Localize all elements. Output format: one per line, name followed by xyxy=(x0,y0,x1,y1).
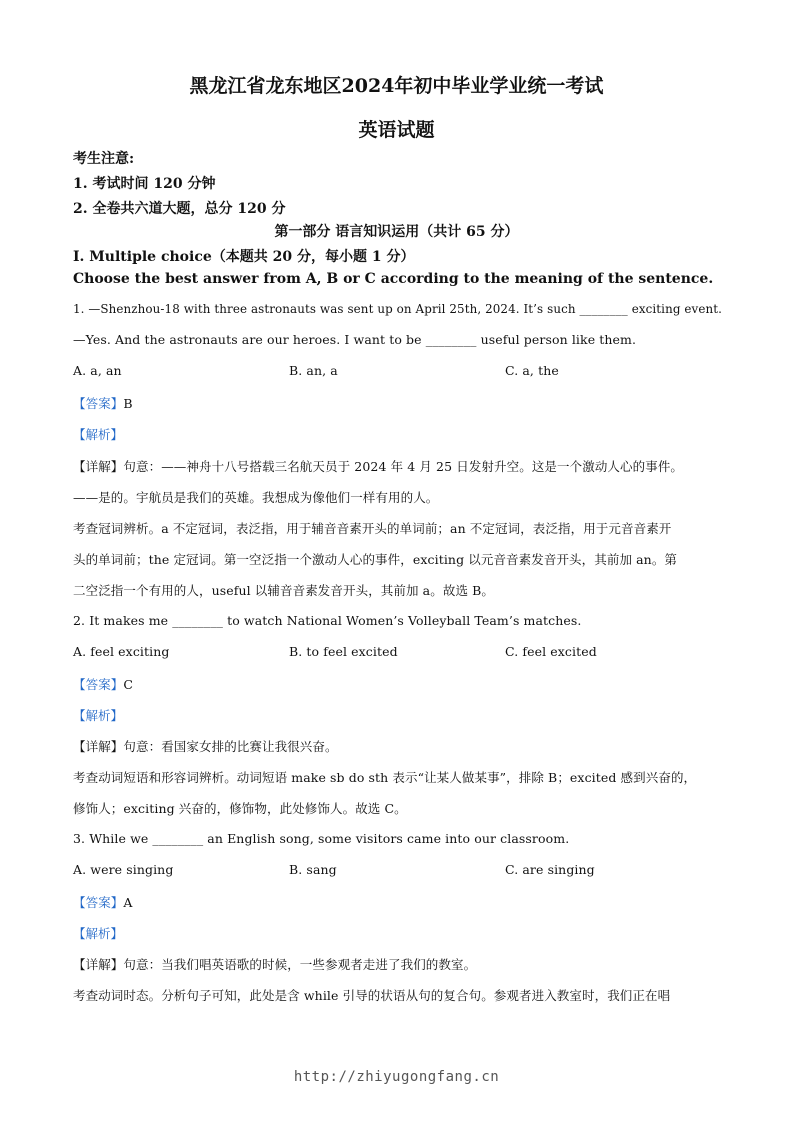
analysis-tag: 【解析】 xyxy=(73,708,124,723)
explanation-text: 考查冠词辨析。a 不定冠词，表泛指，用于辅音音素开头的单词前；an 不定冠词，表泛指，用于元音音素开 xyxy=(73,521,672,536)
question-text: 1. —Shenzhou-18 with three astronauts was sent up on April 25th, 2024. It’s such ________ exciting event. xyxy=(73,301,723,316)
detail-text: 句意：看国家女排的比赛让我很兴奋。 xyxy=(123,739,338,754)
detail-text: ——是的。宇航员是我们的英雄。我想成为像他们一样有用的人。 xyxy=(73,490,439,505)
notice-heading: 考生注意: xyxy=(73,151,135,167)
detail-line xyxy=(73,737,338,755)
question-text: 3. While we ________ an English song, some visitors came into our classroom. xyxy=(73,831,570,846)
page-title: 黑龙江省龙东地区2024年初中毕业学业统一考试 xyxy=(189,75,604,97)
answer-line xyxy=(73,893,133,911)
analysis-tag: 【解析】 xyxy=(73,926,124,941)
section-instruction: Choose the best answer from A, B or C according to the meaning of the sentence. xyxy=(73,271,714,287)
option-b: B. sang xyxy=(289,862,337,877)
answer-tag: 【答案】 xyxy=(73,677,124,692)
page-subtitle: 英语试题 xyxy=(358,119,435,141)
part-heading: 第一部分 语言知识运用（共计 65 分） xyxy=(274,224,519,240)
footer-url[interactable]: http://zhiyugongfang.cn xyxy=(293,1069,500,1085)
answer-tag: 【答案】 xyxy=(73,895,124,910)
detail-tag: 【详解】 xyxy=(73,957,124,972)
explanation-text: 修饰人；exciting 兴奋的，修饰物，此处修饰人。故选 C。 xyxy=(73,801,407,816)
answer-value: A xyxy=(123,895,133,910)
section-heading: I. Multiple choice（本题共 20 分，每小题 1 分） xyxy=(73,249,415,265)
option-b: B. an, a xyxy=(289,363,338,378)
option-a: A. were singing xyxy=(73,862,174,877)
notice-item: 2. 全卷共六道大题，总分 120 分 xyxy=(73,201,286,217)
option-a: A. a, an xyxy=(73,363,122,378)
analysis-tag: 【解析】 xyxy=(73,427,124,442)
detail-text: 句意：——神舟十八号搭载三名航天员于 2024 年 4 月 25 日发射升空。这是一个激动人心的事件。 xyxy=(123,459,684,474)
detail-line xyxy=(73,457,683,475)
answer-tag: 【答案】 xyxy=(73,396,124,411)
detail-tag: 【详解】 xyxy=(73,459,124,474)
explanation-text: 考查动词时态。分析句子可知，此处是含 while 引导的状语从句的复合句。参观者进入教室时，我们正在唱 xyxy=(73,988,671,1003)
question-text: 2. It makes me ________ to watch National Women’s Volleyball Team’s matches. xyxy=(73,613,582,628)
explanation-text: 头的单词前；the 定冠词。第一空泛指一个激动人心的事件，exciting 以元音音素发音开头，其前加 an。第 xyxy=(73,552,678,567)
detail-tag: 【详解】 xyxy=(73,739,124,754)
option-b: B. to feel excited xyxy=(289,644,398,659)
answer-line xyxy=(73,394,133,412)
option-a: A. feel exciting xyxy=(73,644,170,659)
explanation-text: 考查动词短语和形容词辨析。动词短语 make sb do sth 表示“让某人做某事”，排除 B；excited 感到兴奋的， xyxy=(73,770,697,785)
notice-item: 1. 考试时间 120 分钟 xyxy=(73,176,216,192)
detail-text: 句意：当我们唱英语歌的时候，一些参观者走进了我们的教室。 xyxy=(123,957,477,972)
answer-line xyxy=(73,675,133,693)
option-c: C. are singing xyxy=(505,862,595,877)
explanation-text: 二空泛指一个有用的人，useful 以辅音音素发音开头，其前加 a。故选 B。 xyxy=(73,583,494,598)
answer-value: B xyxy=(123,396,133,411)
answer-value: C xyxy=(123,677,134,692)
question-text: —Yes. And the astronauts are our heroes. I want to be ________ useful person like them. xyxy=(73,332,637,347)
option-c: C. a, the xyxy=(505,363,559,378)
option-c: C. feel excited xyxy=(505,644,597,659)
detail-line xyxy=(73,955,476,973)
